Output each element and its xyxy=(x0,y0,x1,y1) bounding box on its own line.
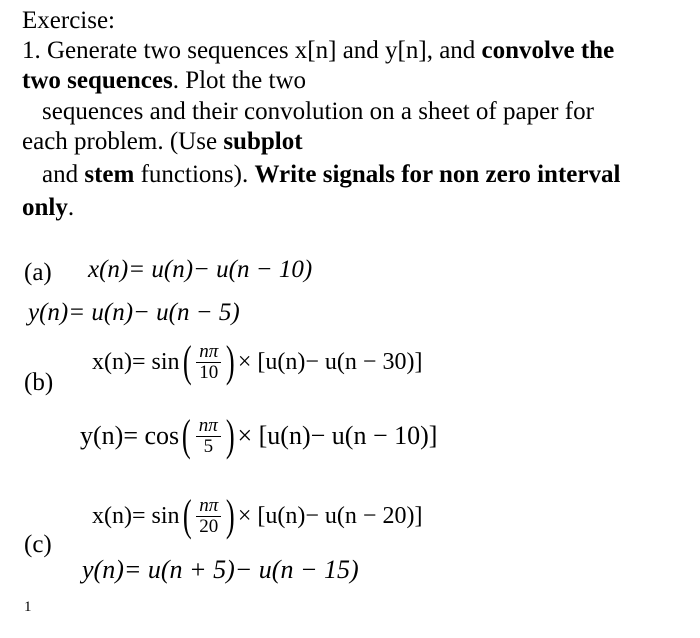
numerator: nπ xyxy=(196,496,221,517)
equation-a-x: x(n)= u(n)− u(n − 10) xyxy=(88,256,313,283)
paren: ( xyxy=(182,491,192,540)
eq-prefix: y(n)= cos xyxy=(80,421,180,450)
heading: Exercise: xyxy=(22,7,116,34)
text: . Plot the two xyxy=(172,67,307,94)
fraction xyxy=(196,496,221,537)
text: and xyxy=(42,161,85,188)
equation-c-y: y(n)= u(n + 5)− u(n − 15) xyxy=(82,555,359,584)
paren: ( xyxy=(182,411,191,460)
eq-prefix: x(n)= sin xyxy=(92,502,180,529)
page-number: 1 xyxy=(24,599,32,615)
label-c: (c) xyxy=(24,531,52,558)
text: convolve the xyxy=(481,37,615,64)
text: each problem. (Use xyxy=(22,128,224,155)
text: only xyxy=(22,194,68,221)
text: 1. Generate two sequences x[n] and y[n], and xyxy=(22,37,482,64)
equation-c-x xyxy=(92,488,422,544)
equation-a-y: y(n)= u(n)− u(n − 5) xyxy=(28,299,240,326)
text: stem xyxy=(84,161,135,188)
numerator: nπ xyxy=(196,342,221,363)
text: subplot xyxy=(223,128,303,155)
instruction-line xyxy=(22,127,303,157)
eq-suffix: × [u(n)− u(n − 20)] xyxy=(237,502,423,529)
denominator: 10 xyxy=(199,361,219,383)
fraction xyxy=(196,342,221,383)
equation-b-y xyxy=(80,406,437,466)
denominator: 5 xyxy=(203,435,214,457)
equation-b-x xyxy=(92,334,422,390)
paren: ) xyxy=(225,411,235,460)
text: two sequences xyxy=(22,67,173,94)
instruction-line xyxy=(42,160,620,190)
numerator: nπ xyxy=(196,416,221,437)
text: Write signals for non zero interval xyxy=(254,161,621,188)
text: . xyxy=(67,194,75,221)
paren: ( xyxy=(182,337,192,386)
text: functions). xyxy=(134,161,255,188)
paren: ) xyxy=(226,337,235,386)
denominator: 20 xyxy=(199,515,219,537)
label-a: (a) xyxy=(24,259,52,286)
label-b: (b) xyxy=(24,369,54,396)
eq-suffix: × [u(n)− u(n − 10)] xyxy=(237,421,438,450)
instruction-line xyxy=(22,66,306,96)
instruction-line xyxy=(22,193,74,223)
eq-prefix: x(n)= sin xyxy=(92,348,180,375)
paren: ) xyxy=(226,491,235,540)
instruction-line: sequences and their convolution on a sheet of paper for xyxy=(42,98,594,125)
instruction-line xyxy=(22,36,614,66)
eq-suffix: × [u(n)− u(n − 30)] xyxy=(237,348,423,375)
fraction xyxy=(196,416,221,457)
